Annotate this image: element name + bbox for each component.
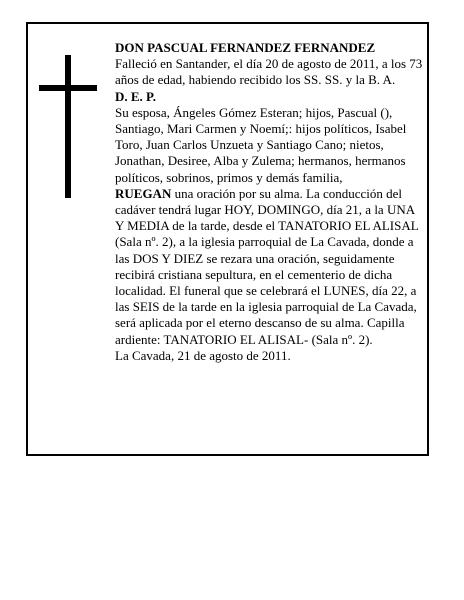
ruegan-label: RUEGAN — [115, 185, 172, 201]
deceased-name: DON PASCUAL FERNANDEZ FERNANDEZ — [115, 40, 376, 55]
dep-line: D. E. P. — [115, 88, 157, 104]
cross-vertical-bar — [65, 55, 71, 198]
cross-icon — [39, 55, 97, 198]
family-list: Su esposa, Ángeles Gómez Esteran; hijos, Pascual (), Santiago, Mari Carmen y Noemí;: hijos políticos, Isabel Toro, Juan Carlos Unzueta y Santiago Cano; nietos, Jonathan, Desiree, Alba y Zulema; hermanos, hermanos políticos, sobrinos, primos y demás familia, — [115, 104, 407, 185]
obituary-notice — [26, 22, 429, 456]
cross-horizontal-bar — [39, 85, 97, 91]
death-statement: Falleció en Santander, el día 20 de agosto de 2011, a los 73 años de edad, habiendo recibido los SS. SS. y la B. A. — [115, 56, 423, 88]
place-date: La Cavada, 21 de agosto de 2011. — [115, 347, 291, 363]
ceremony-details — [115, 186, 425, 348]
ruegan-text: una oración por su alma. La conducción del cadáver tendrá lugar HOY, DOMINGO, día 21, a la UNA Y MEDIA de la tarde, desde el TANATORIO EL ALISAL (Sala nº. 2), a la iglesia parroquial de La Cavada, donde a las DOS Y DIEZ se rezara una oración, seguidamente recibirá cristiana sepultura, en el cementerio de dicha localidad. El funeral que se celebrará el LUNES, día 22, a las SEIS de la tarde en la iglesia parroquial de La Cavada, será aplicada por el eterno descanso de su alma. Capilla ardiente: TANATORIO EL ALISAL- (Sala nº. 2). — [115, 185, 419, 347]
notice-body — [115, 40, 425, 364]
